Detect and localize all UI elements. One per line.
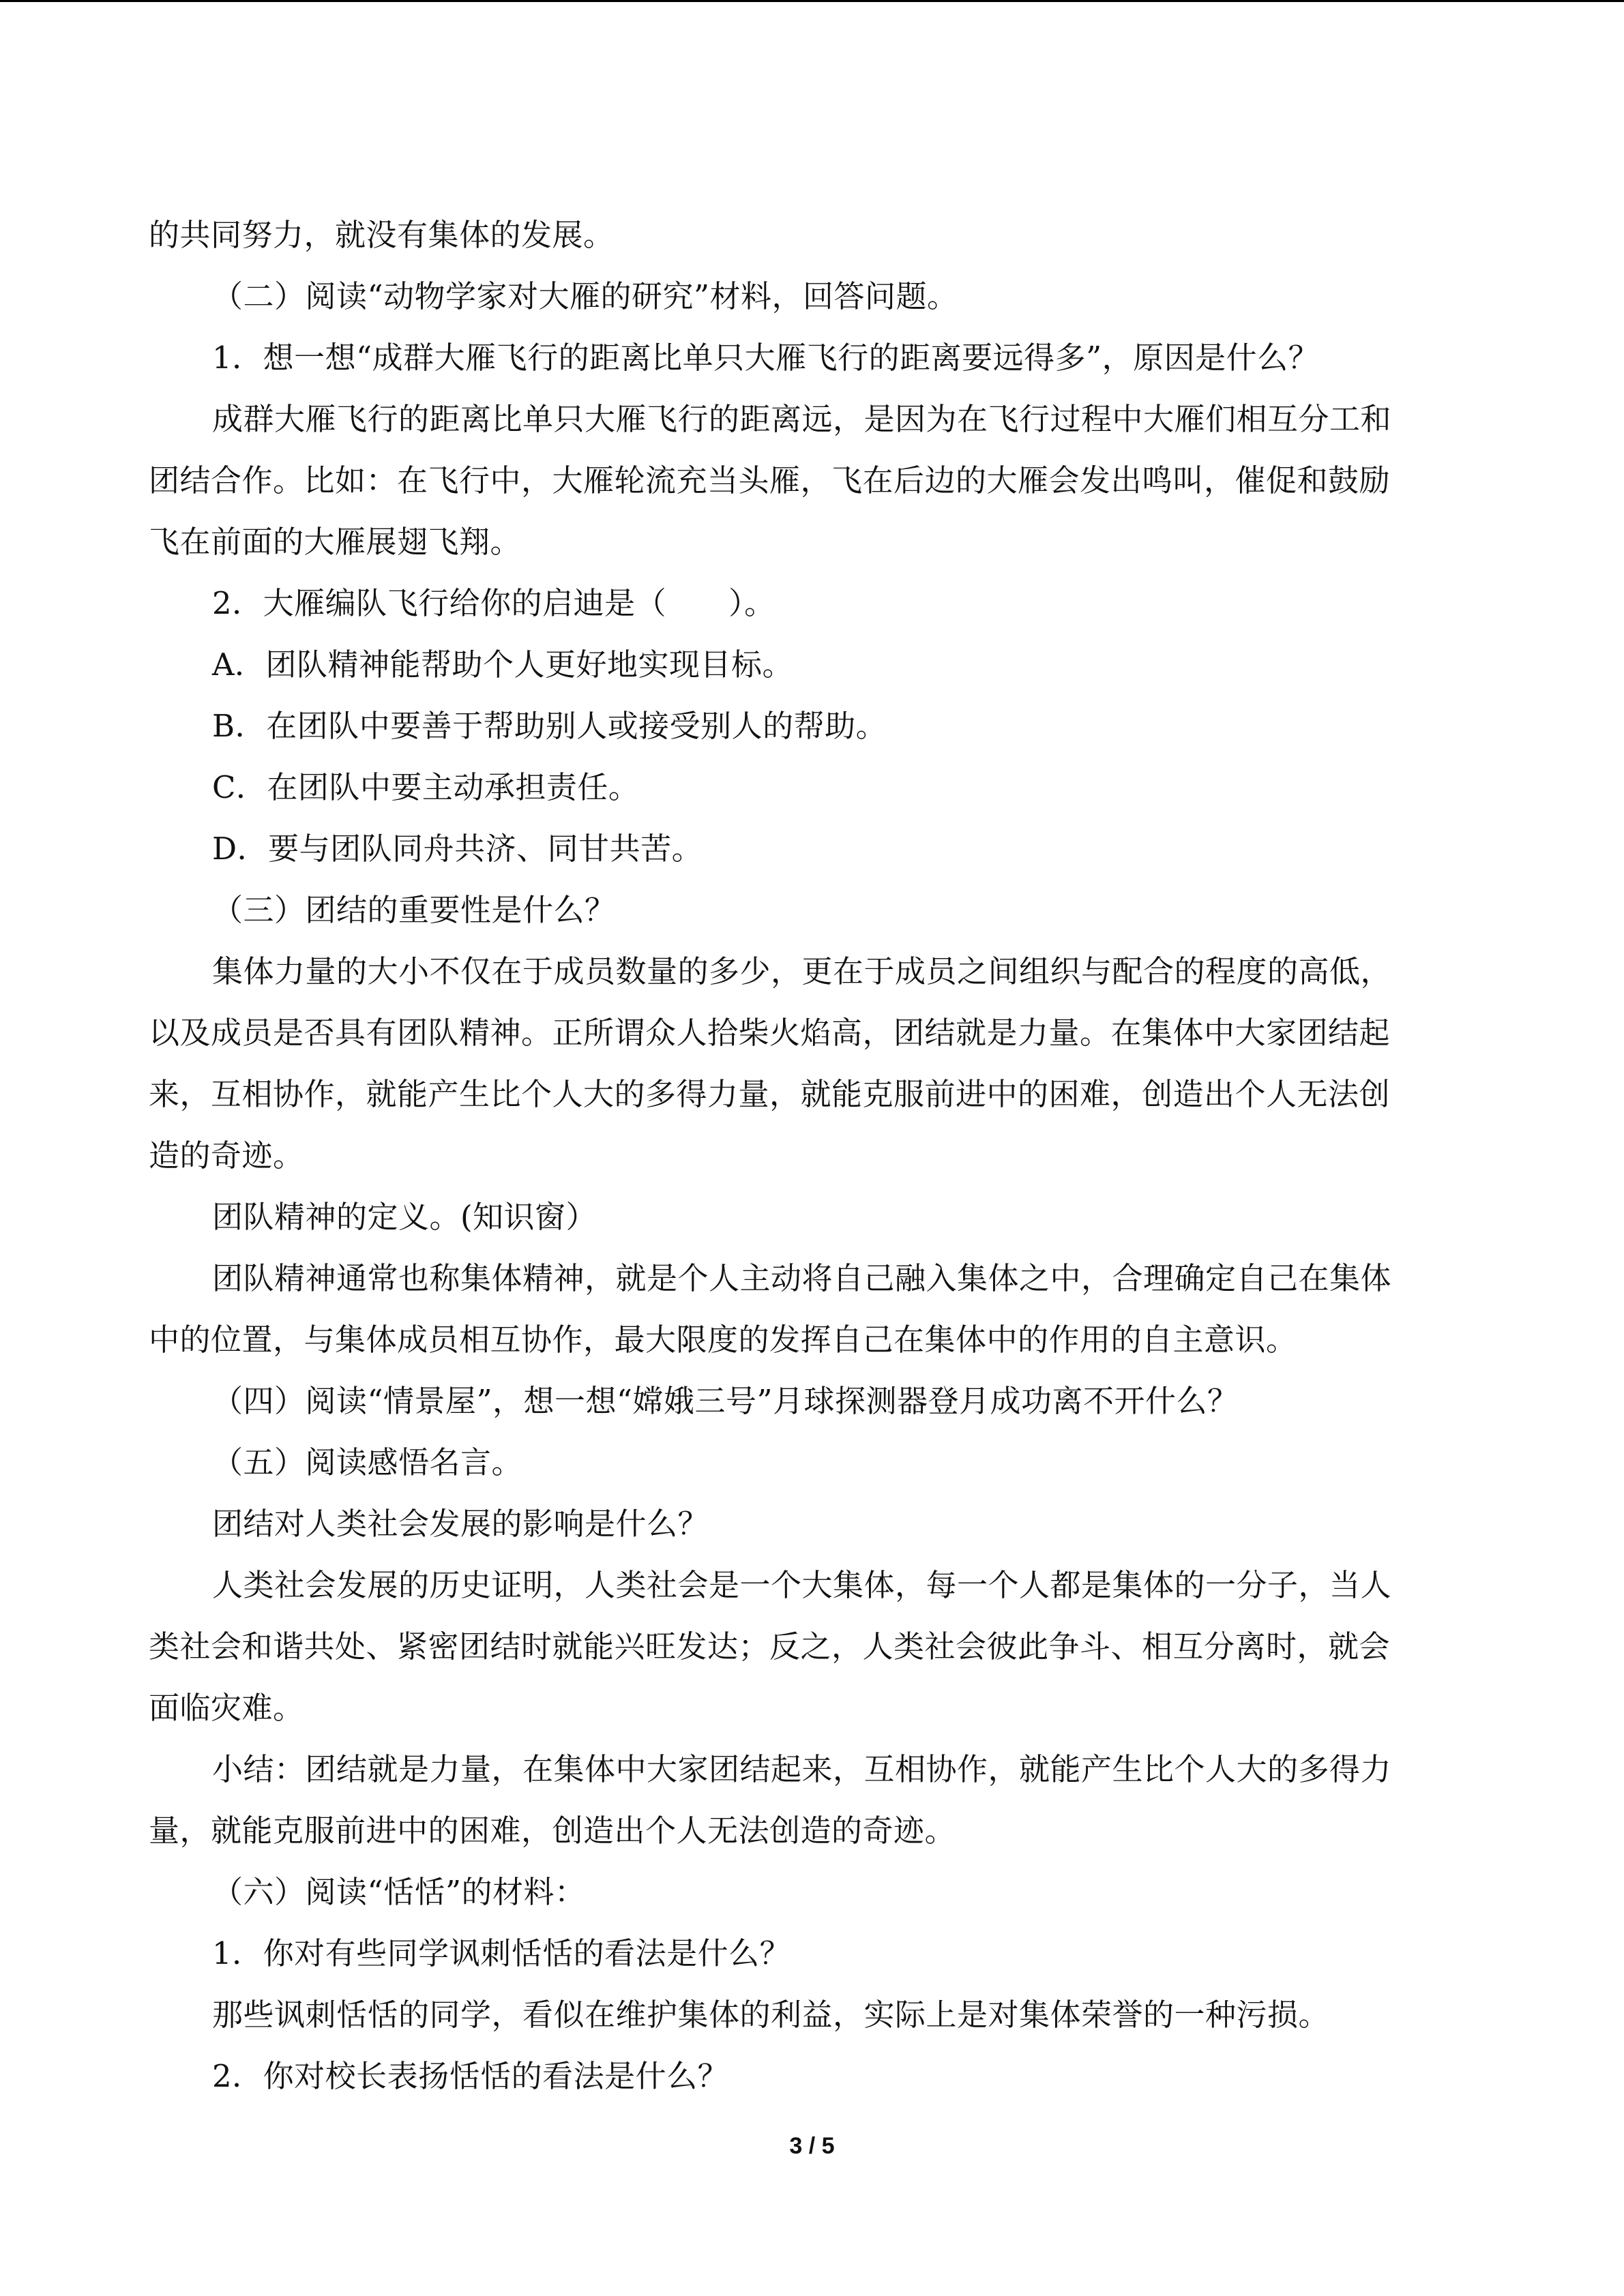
paragraph-line: 的共同努力，就没有集体的发展。 xyxy=(149,217,615,253)
summary-line: 小结：团结就是力量，在集体中大家团结起来，互相协作，就能产生比个人大的多得力 xyxy=(212,1751,1392,1787)
question-line: 1．你对有些同学讽刺恬恬的看法是什么？ xyxy=(212,1935,791,1971)
section-heading-6: （六）阅读“恬恬”的材料： xyxy=(212,1874,586,1910)
option-c: C．在团队中要主动承担责任。 xyxy=(212,769,640,805)
question-line: 2．你对校长表扬恬恬的看法是什么？ xyxy=(212,2058,729,2094)
section-heading-4: （四）阅读“情景屋”，想一想“嫦娥三号”月球探测器登月成功离不开什么？ xyxy=(212,1383,1239,1419)
paragraph-line: 飞在前面的大雁展翅飞翔。 xyxy=(149,524,522,560)
section-heading-5: （五）阅读感悟名言。 xyxy=(212,1444,523,1480)
paragraph-line: 集体力量的大小不仅在于成员数量的多少，更在于成员之间组织与配合的程度的高低， xyxy=(212,953,1392,989)
paragraph-line: 类社会和谐共处、紧密团结时就能兴旺发达；反之，人类社会彼此争斗、相互分离时，就会 xyxy=(149,1628,1391,1665)
paragraph-line: 造的奇迹。 xyxy=(149,1137,304,1174)
section-heading-2: （二）阅读“动物学家对大雁的研究”材料，回答问题。 xyxy=(212,278,958,314)
summary-line: 量，就能克服前进中的困难，创造出个人无法创造的奇迹。 xyxy=(149,1813,956,1849)
top-border-line xyxy=(0,0,1624,2)
option-d: D．要与团队同舟共济、同甘共苦。 xyxy=(212,831,703,867)
document-body xyxy=(149,205,1458,2107)
question-line: 2．大雁编队飞行给你的启迪是（ ）。 xyxy=(212,585,776,621)
paragraph-line: 团队精神通常也称集体精神，就是个人主动将自己融入集体之中，合理确定自己在集体 xyxy=(212,1260,1392,1296)
option-a: A．团队精神能帮助个人更好地实现目标。 xyxy=(212,646,793,683)
page-number: 3 / 5 xyxy=(789,2133,835,2159)
question-line: 团结对人类社会发展的影响是什么？ xyxy=(212,1506,709,1542)
answer-line: 那些讽刺恬恬的同学，看似在维护集体的利益，实际上是对集体荣誉的一种污损。 xyxy=(212,1997,1330,2033)
paragraph-line: 来，互相协作，就能产生比个人大的多得力量，就能克服前进中的困难，创造出个人无法创 xyxy=(149,1076,1391,1112)
paragraph-line: 人类社会发展的历史证明，人类社会是一个大集体，每一个人都是集体的一分子，当人 xyxy=(212,1567,1392,1603)
definition-heading: 团队精神的定义。(知识窗） xyxy=(212,1199,597,1235)
paragraph-line: 面临灾难。 xyxy=(149,1690,304,1726)
paragraph-line: 成群大雁飞行的距离比单只大雁飞行的距离远，是因为在飞行过程中大雁们相互分工和 xyxy=(212,401,1392,437)
option-b: B．在团队中要善于帮助别人或接受别人的帮助。 xyxy=(212,708,887,744)
section-heading-3: （三）团结的重要性是什么？ xyxy=(212,892,616,928)
paragraph-line: 以及成员是否具有团队精神。正所谓众人拾柴火焰高，团结就是力量。在集体中大家团结起 xyxy=(149,1015,1391,1051)
paragraph-line: 团结合作。比如：在飞行中，大雁轮流充当头雁，飞在后边的大雁会发出鸣叫，催促和鼓励 xyxy=(149,462,1391,498)
paragraph-line: 中的位置，与集体成员相互协作，最大限度的发挥自己在集体中的作用的自主意识。 xyxy=(149,1322,1297,1358)
question-line: 1．想一想“成群大雁飞行的距离比单只大雁飞行的距离要远得多”，原因是什么？ xyxy=(212,340,1320,376)
